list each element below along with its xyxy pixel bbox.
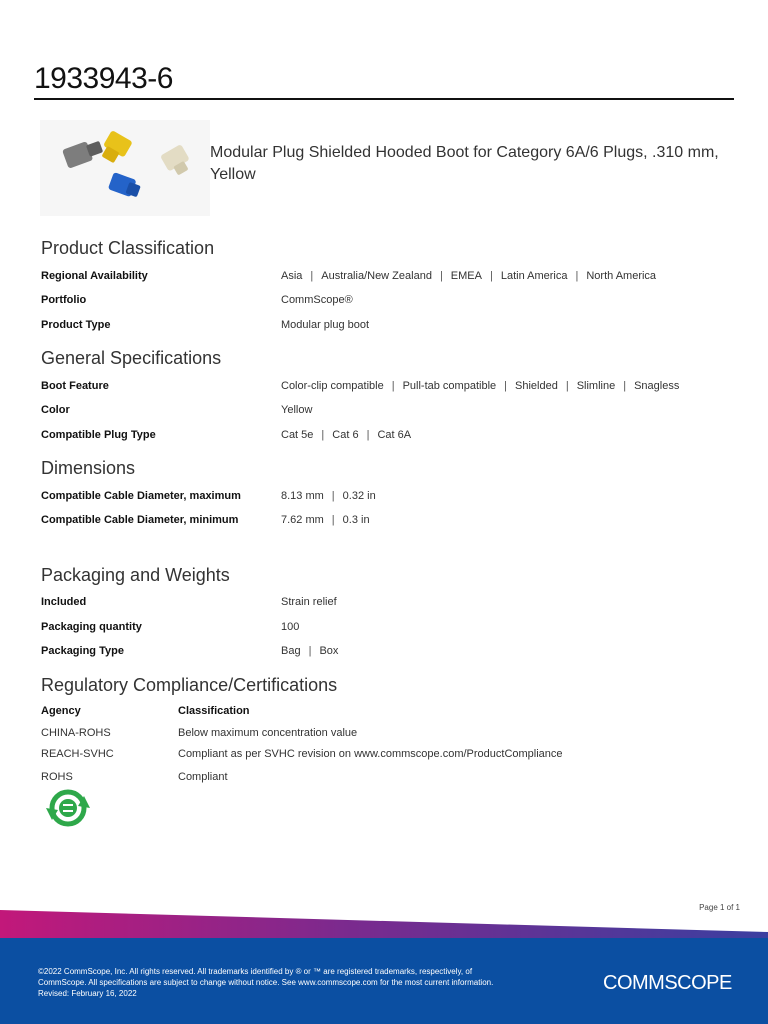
title-divider [34,98,734,100]
spec-label: Portfolio [41,294,87,306]
spec-label: Compatible Plug Type [41,429,156,441]
classification-cell: Compliant as per SVHC revision on www.commscope.com/ProductCompliance [178,748,563,760]
product-image [40,120,210,216]
spec-label: Regional Availability [41,270,148,282]
spec-label: Boot Feature [41,380,109,392]
spec-value: 8.13 mm | 0.32 in [281,490,376,502]
spec-label: Compatible Cable Diameter, minimum [41,514,239,526]
section-title-packaging: Packaging and Weights [41,565,230,585]
section-title-dimensions: Dimensions [41,458,136,478]
spec-label: Product Type [41,319,111,331]
spec-value: Color-clip compatible | Pull-tab compatible | Shielded | Slimline | Snagless [281,380,680,392]
spec-value: CommScope® [281,294,353,306]
product-description: Modular Plug Shielded Hooded Boot for Category 6A/6 Plugs, .310 mm, Yellow [210,144,719,183]
spec-row-product-type [41,319,741,337]
spec-value: Cat 5e | Cat 6 | Cat 6A [281,429,412,441]
spec-value: 100 [281,621,300,633]
col-header-agency: Agency [41,705,81,717]
agency-cell: REACH-SVHC [41,748,114,760]
spec-row-included [41,596,741,614]
commscope-logo: COMMSCOPE [603,972,732,994]
spec-row-cable-diameter-max [41,490,741,508]
classification-cell: Below maximum concentration value [178,727,358,739]
page-title: 1933943-6 [34,62,173,95]
footer-legal-text: ©2022 CommScope, Inc. All rights reserved. All trademarks identified by ® or ™ are registered trademarks, respectively, of CommScope. All specifications are subject to change without notice. See www.commscope.com for the most current information. Revised: February 16, 2022 [38,967,494,998]
section-title-general: General Specifications [41,348,222,368]
spec-value: Yellow [281,404,313,416]
page-number: Page 1 of 1 [699,903,740,912]
spec-row-color [41,404,741,422]
spec-row-packaging-type [41,645,741,663]
col-header-classification: Classification [178,705,250,717]
spec-row-regional-availability [41,270,741,288]
spec-row-packaging-quantity [41,621,741,639]
spec-label: Compatible Cable Diameter, maximum [41,490,241,502]
spec-label: Included [41,596,87,608]
spec-label: Color [41,404,70,416]
spec-value: Strain relief [281,596,337,608]
spec-row-boot-feature [41,380,741,398]
spec-row-compatible-plug-type [41,429,741,447]
footer-decorative-band [0,896,768,940]
spec-label: Packaging quantity [41,621,142,633]
spec-value: Bag | Box [281,645,339,657]
agency-cell: ROHS [41,771,73,783]
spec-value: Asia | Australia/New Zealand | EMEA | Latin America | North America [281,270,657,282]
section-title-classification: Product Classification [41,238,215,258]
spec-value: 7.62 mm | 0.3 in [281,514,370,526]
spec-row-portfolio [41,294,741,312]
section-title-regulatory: Regulatory Compliance/Certifications [41,675,338,695]
spec-label: Packaging Type [41,645,124,657]
spec-value: Modular plug boot [281,319,370,331]
spec-row-cable-diameter-min [41,514,741,532]
china-rohs-eco-icon [44,786,92,830]
classification-cell: Compliant [178,771,228,783]
agency-cell: CHINA-ROHS [41,727,111,739]
